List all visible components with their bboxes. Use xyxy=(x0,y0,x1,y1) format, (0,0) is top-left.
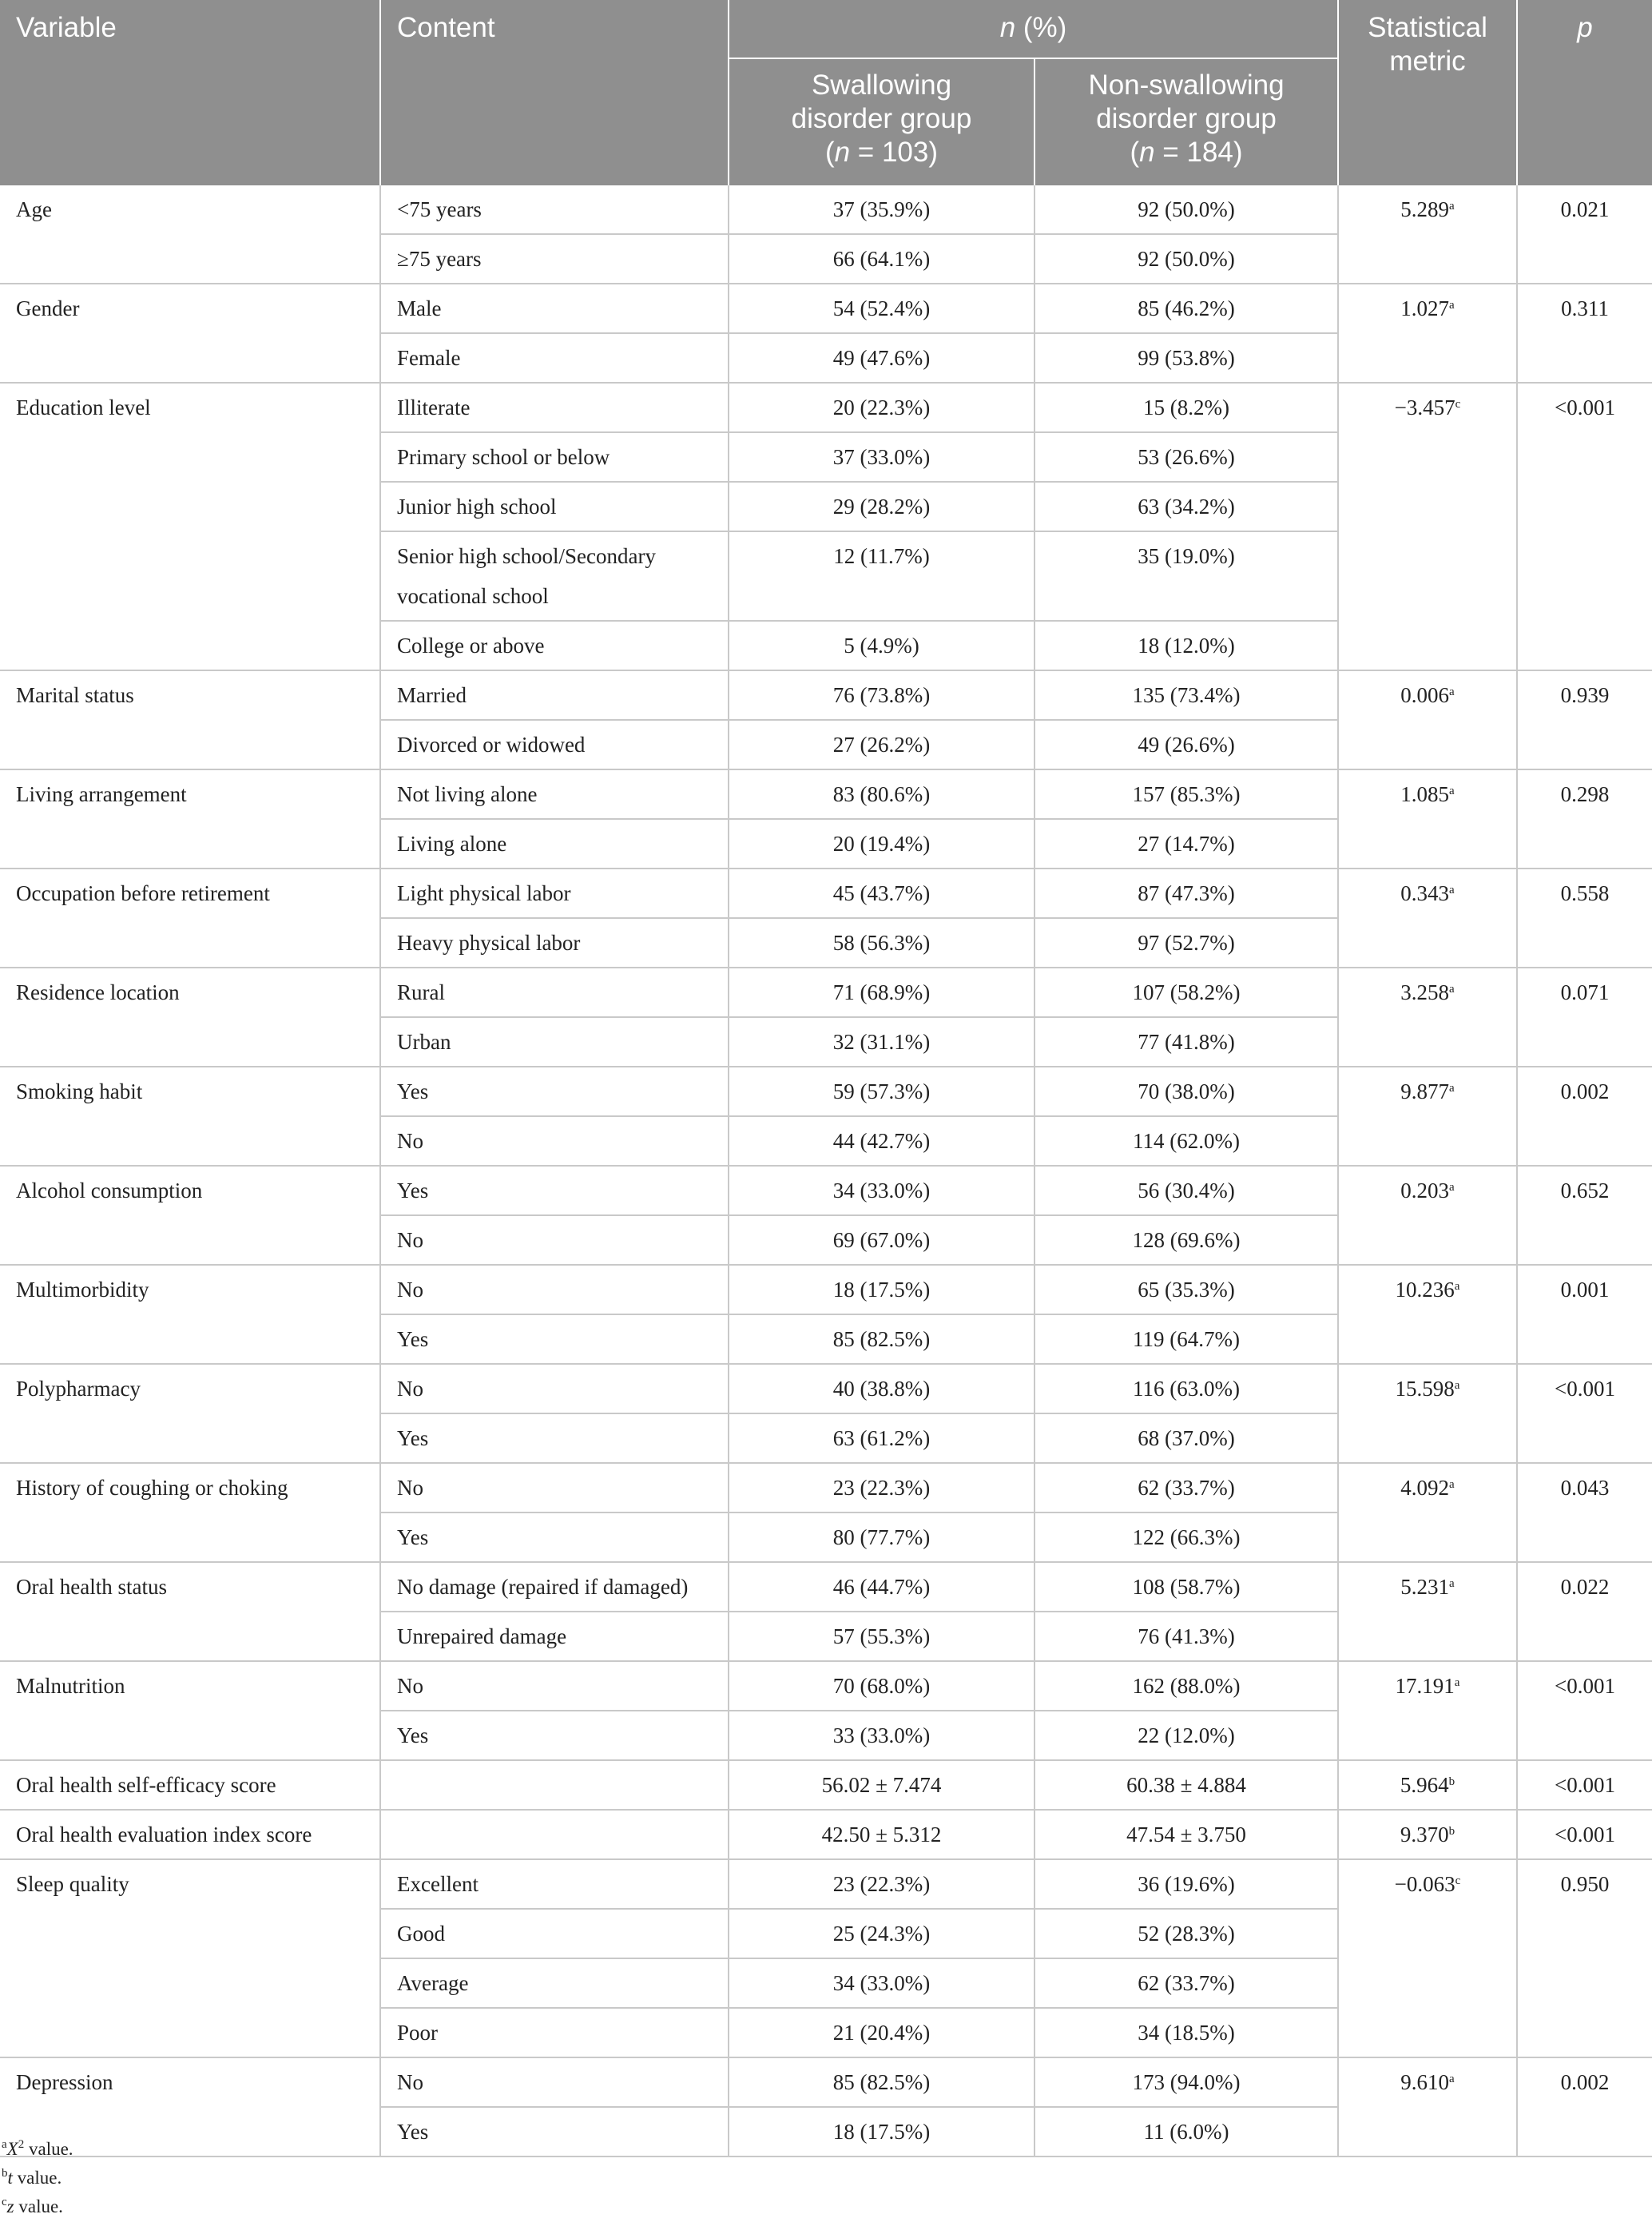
cell-non-swallowing: 162 (88.0%) xyxy=(1034,1661,1338,1711)
table-row xyxy=(0,383,1652,432)
cell-swallowing: 57 (55.3%) xyxy=(729,1612,1034,1661)
footnote-c: $^c$z value. xyxy=(2,2196,63,2216)
cell-non-swallowing: 68 (37.0%) xyxy=(1034,1413,1338,1463)
cell-non-swallowing: 92 (50.0%) xyxy=(1034,185,1338,234)
cell-statistical-metric xyxy=(1338,1760,1517,1810)
metric-value: 1.027 xyxy=(1400,296,1450,320)
table-header xyxy=(0,0,1652,185)
cell-content: Divorced or widowed xyxy=(380,720,729,769)
metric-value: 9.370 xyxy=(1400,1823,1449,1846)
cell-swallowing: 44 (42.7%) xyxy=(729,1116,1034,1166)
cell-swallowing: 56.02 ± 7.474 xyxy=(729,1760,1034,1810)
cell-swallowing: 80 (77.7%) xyxy=(729,1513,1034,1562)
cell-statistical-metric xyxy=(1338,670,1517,769)
table-row xyxy=(0,1661,1652,1711)
cell-content: No xyxy=(380,1364,729,1413)
cell-content: No xyxy=(380,1265,729,1314)
cell-swallowing: 54 (52.4%) xyxy=(729,284,1034,333)
cell-non-swallowing: 60.38 ± 4.884 xyxy=(1034,1760,1338,1810)
cell-content: Urban xyxy=(380,1017,729,1067)
cell-statistical-metric xyxy=(1338,1364,1517,1463)
metric-value: 5.964 xyxy=(1400,1773,1449,1797)
cell-p-value: 0.939 xyxy=(1517,670,1652,769)
cell-non-swallowing: 62 (33.7%) xyxy=(1034,1958,1338,2008)
cell-statistical-metric xyxy=(1338,1661,1517,1760)
metric-value: −3.457 xyxy=(1394,396,1455,419)
cell-p-value: 0.950 xyxy=(1517,1859,1652,2057)
cell-swallowing: 5 (4.9%) xyxy=(729,621,1034,670)
cell-p-value: 0.311 xyxy=(1517,284,1652,383)
cell-statistical-metric xyxy=(1338,1166,1517,1265)
cell-p-value: 0.002 xyxy=(1517,1067,1652,1166)
footnote-a: $^aX^2$ value. xyxy=(2,2138,73,2159)
cell-swallowing: 32 (31.1%) xyxy=(729,1017,1034,1067)
cell-content: No xyxy=(380,1661,729,1711)
cell-p-value: 0.002 xyxy=(1517,2057,1652,2156)
cell-non-swallowing: 63 (34.2%) xyxy=(1034,482,1338,531)
cell-statistical-metric xyxy=(1338,1265,1517,1364)
metric-superscript: b xyxy=(1448,1775,1455,1788)
cell-swallowing: 34 (33.0%) xyxy=(729,1166,1034,1215)
cell-non-swallowing: 47.54 ± 3.750 xyxy=(1034,1810,1338,1859)
cell-swallowing: 45 (43.7%) xyxy=(729,869,1034,918)
metric-value: 15.598 xyxy=(1395,1377,1455,1401)
cell-swallowing: 18 (17.5%) xyxy=(729,2107,1034,2156)
cell-content: Primary school or below xyxy=(380,432,729,482)
cell-content: Living alone xyxy=(380,819,729,869)
cell-statistical-metric xyxy=(1338,1067,1517,1166)
table-row xyxy=(0,1166,1652,1215)
cell-non-swallowing: 18 (12.0%) xyxy=(1034,621,1338,670)
header-content: Content xyxy=(380,0,729,185)
cell-p-value: <0.001 xyxy=(1517,383,1652,670)
table-row xyxy=(0,869,1652,918)
table-row xyxy=(0,2057,1652,2107)
cell-non-swallowing: 34 (18.5%) xyxy=(1034,2008,1338,2057)
cell-content: No xyxy=(380,2057,729,2107)
cell-statistical-metric xyxy=(1338,769,1517,869)
metric-superscript: a xyxy=(1449,884,1455,896)
cell-statistical-metric xyxy=(1338,185,1517,284)
table-body xyxy=(0,185,1652,2156)
cell-content: Married xyxy=(380,670,729,720)
metric-value: 10.236 xyxy=(1395,1278,1455,1302)
metric-superscript: a xyxy=(1449,686,1455,698)
cell-swallowing: 33 (33.0%) xyxy=(729,1711,1034,1760)
cell-non-swallowing: 52 (28.3%) xyxy=(1034,1909,1338,1958)
table-row xyxy=(0,769,1652,819)
metric-superscript: a xyxy=(1454,1280,1460,1293)
cell-p-value: 0.022 xyxy=(1517,1562,1652,1661)
cell-statistical-metric xyxy=(1338,1810,1517,1859)
metric-superscript: a xyxy=(1449,785,1455,797)
cell-variable: Oral health evaluation index score xyxy=(0,1810,380,1859)
cell-non-swallowing: 49 (26.6%) xyxy=(1034,720,1338,769)
cell-variable: Living arrangement xyxy=(0,769,380,869)
cell-p-value: 0.071 xyxy=(1517,968,1652,1067)
cell-non-swallowing: 85 (46.2%) xyxy=(1034,284,1338,333)
metric-superscript: c xyxy=(1455,398,1461,411)
table-row xyxy=(0,1810,1652,1859)
table-row xyxy=(0,1859,1652,1909)
cell-content: Good xyxy=(380,1909,729,1958)
cell-variable: Gender xyxy=(0,284,380,383)
cell-statistical-metric xyxy=(1338,1859,1517,2057)
cell-content: Heavy physical labor xyxy=(380,918,729,968)
header-variable: Variable xyxy=(0,0,380,185)
table-row xyxy=(0,1760,1652,1810)
cell-swallowing: 40 (38.8%) xyxy=(729,1364,1034,1413)
cell-swallowing: 85 (82.5%) xyxy=(729,2057,1034,2107)
cell-swallowing: 23 (22.3%) xyxy=(729,1463,1034,1513)
cell-non-swallowing: 99 (53.8%) xyxy=(1034,333,1338,383)
cell-content: No xyxy=(380,1116,729,1166)
cell-content: ≥75 years xyxy=(380,234,729,284)
cell-swallowing: 66 (64.1%) xyxy=(729,234,1034,284)
metric-superscript: a xyxy=(1449,299,1455,312)
metric-superscript: a xyxy=(1449,1478,1455,1491)
cell-variable: Smoking habit xyxy=(0,1067,380,1166)
metric-value: 1.085 xyxy=(1400,782,1450,806)
cell-p-value: <0.001 xyxy=(1517,1810,1652,1859)
cell-content xyxy=(380,1760,729,1810)
cell-content: Illiterate xyxy=(380,383,729,432)
cell-content: No xyxy=(380,1463,729,1513)
cell-swallowing: 85 (82.5%) xyxy=(729,1314,1034,1364)
cell-statistical-metric xyxy=(1338,284,1517,383)
cell-swallowing: 42.50 ± 5.312 xyxy=(729,1810,1034,1859)
cell-non-swallowing: 11 (6.0%) xyxy=(1034,2107,1338,2156)
cell-non-swallowing: 122 (66.3%) xyxy=(1034,1513,1338,1562)
metric-value: 5.231 xyxy=(1400,1575,1450,1599)
cell-content: Poor xyxy=(380,2008,729,2057)
header-swallowing-group: Swallowing disorder group (n = 103) xyxy=(729,58,1034,185)
cell-non-swallowing: 70 (38.0%) xyxy=(1034,1067,1338,1116)
metric-value: 0.343 xyxy=(1400,881,1450,905)
table-row xyxy=(0,1463,1652,1513)
cell-content: Yes xyxy=(380,1413,729,1463)
cell-non-swallowing: 36 (19.6%) xyxy=(1034,1859,1338,1909)
cell-content: College or above xyxy=(380,621,729,670)
metric-value: 9.877 xyxy=(1400,1079,1450,1103)
cell-content: Light physical labor xyxy=(380,869,729,918)
cell-swallowing: 70 (68.0%) xyxy=(729,1661,1034,1711)
cell-non-swallowing: 116 (63.0%) xyxy=(1034,1364,1338,1413)
cell-swallowing: 58 (56.3%) xyxy=(729,918,1034,968)
cell-swallowing: 49 (47.6%) xyxy=(729,333,1034,383)
cell-swallowing: 59 (57.3%) xyxy=(729,1067,1034,1116)
cell-content: Yes xyxy=(380,1513,729,1562)
cell-non-swallowing: 77 (41.8%) xyxy=(1034,1017,1338,1067)
cell-swallowing: 20 (19.4%) xyxy=(729,819,1034,869)
footnotes xyxy=(2,2135,73,2221)
cell-non-swallowing: 157 (85.3%) xyxy=(1034,769,1338,819)
metric-superscript: a xyxy=(1454,1676,1460,1689)
table-row xyxy=(0,1562,1652,1612)
cell-content: Not living alone xyxy=(380,769,729,819)
cell-content: No xyxy=(380,1215,729,1265)
header-non-swallowing-group: Non-swallowing disorder group (n = 184) xyxy=(1034,58,1338,185)
metric-value: 3.258 xyxy=(1400,980,1450,1004)
cell-non-swallowing: 128 (69.6%) xyxy=(1034,1215,1338,1265)
metric-superscript: a xyxy=(1449,983,1455,996)
cell-p-value: 0.021 xyxy=(1517,185,1652,284)
cell-variable: Residence location xyxy=(0,968,380,1067)
cell-statistical-metric xyxy=(1338,1463,1517,1562)
cell-content: Female xyxy=(380,333,729,383)
cell-swallowing: 25 (24.3%) xyxy=(729,1909,1034,1958)
metric-superscript: a xyxy=(1449,1082,1455,1095)
cell-swallowing: 29 (28.2%) xyxy=(729,482,1034,531)
metric-superscript: a xyxy=(1449,1577,1455,1590)
cell-variable: Marital status xyxy=(0,670,380,769)
cell-non-swallowing: 119 (64.7%) xyxy=(1034,1314,1338,1364)
cell-non-swallowing: 35 (19.0%) xyxy=(1034,531,1338,621)
header-statistical-metric: Statistical metric xyxy=(1338,0,1517,185)
table-row xyxy=(0,1364,1652,1413)
cell-p-value: <0.001 xyxy=(1517,1760,1652,1810)
cell-content: Yes xyxy=(380,1067,729,1116)
cell-p-value: 0.298 xyxy=(1517,769,1652,869)
cell-content: Yes xyxy=(380,1166,729,1215)
metric-value: 0.006 xyxy=(1400,683,1450,707)
cell-non-swallowing: 27 (14.7%) xyxy=(1034,819,1338,869)
cell-variable: Multimorbidity xyxy=(0,1265,380,1364)
cell-swallowing: 69 (67.0%) xyxy=(729,1215,1034,1265)
cell-non-swallowing: 53 (26.6%) xyxy=(1034,432,1338,482)
table-row xyxy=(0,1067,1652,1116)
metric-superscript: a xyxy=(1449,200,1455,213)
footnote-b: $^b$t value. xyxy=(2,2167,62,2188)
cell-variable: Oral health status xyxy=(0,1562,380,1661)
header-n-percent: n (%) xyxy=(729,0,1338,58)
cell-swallowing: 34 (33.0%) xyxy=(729,1958,1034,2008)
cell-content: Yes xyxy=(380,1711,729,1760)
metric-value: 9.610 xyxy=(1400,2070,1450,2094)
cell-statistical-metric xyxy=(1338,2057,1517,2156)
metric-value: 5.289 xyxy=(1400,197,1450,221)
cell-non-swallowing: 87 (47.3%) xyxy=(1034,869,1338,918)
cell-swallowing: 27 (26.2%) xyxy=(729,720,1034,769)
cell-swallowing: 71 (68.9%) xyxy=(729,968,1034,1017)
metric-superscript: a xyxy=(1449,2073,1455,2085)
cell-non-swallowing: 76 (41.3%) xyxy=(1034,1612,1338,1661)
cell-swallowing: 76 (73.8%) xyxy=(729,670,1034,720)
cell-non-swallowing: 65 (35.3%) xyxy=(1034,1265,1338,1314)
cell-content: Rural xyxy=(380,968,729,1017)
table-row xyxy=(0,1265,1652,1314)
metric-superscript: b xyxy=(1448,1825,1455,1838)
cell-variable: Oral health self-efficacy score xyxy=(0,1760,380,1810)
cell-variable: Occupation before retirement xyxy=(0,869,380,968)
cell-content: Senior high school/Secondary vocational school xyxy=(380,531,729,621)
cell-non-swallowing: 15 (8.2%) xyxy=(1034,383,1338,432)
cell-swallowing: 37 (33.0%) xyxy=(729,432,1034,482)
cell-non-swallowing: 107 (58.2%) xyxy=(1034,968,1338,1017)
cell-swallowing: 37 (35.9%) xyxy=(729,185,1034,234)
cell-content xyxy=(380,1810,729,1859)
cell-swallowing: 21 (20.4%) xyxy=(729,2008,1034,2057)
cell-swallowing: 83 (80.6%) xyxy=(729,769,1034,819)
cell-p-value: 0.001 xyxy=(1517,1265,1652,1364)
cell-swallowing: 46 (44.7%) xyxy=(729,1562,1034,1612)
cell-content: Junior high school xyxy=(380,482,729,531)
metric-value: −0.063 xyxy=(1394,1872,1455,1896)
cell-non-swallowing: 56 (30.4%) xyxy=(1034,1166,1338,1215)
cell-swallowing: 23 (22.3%) xyxy=(729,1859,1034,1909)
cell-variable: History of coughing or choking xyxy=(0,1463,380,1562)
cell-p-value: 0.043 xyxy=(1517,1463,1652,1562)
metric-superscript: a xyxy=(1454,1379,1460,1392)
cell-variable: Polypharmacy xyxy=(0,1364,380,1463)
cell-swallowing: 18 (17.5%) xyxy=(729,1265,1034,1314)
cell-swallowing: 20 (22.3%) xyxy=(729,383,1034,432)
cell-content: Male xyxy=(380,284,729,333)
cell-content: Excellent xyxy=(380,1859,729,1909)
cell-statistical-metric xyxy=(1338,869,1517,968)
cell-p-value: <0.001 xyxy=(1517,1661,1652,1760)
table-row xyxy=(0,670,1652,720)
cell-non-swallowing: 114 (62.0%) xyxy=(1034,1116,1338,1166)
metric-value: 17.191 xyxy=(1395,1674,1455,1698)
metric-superscript: a xyxy=(1449,1181,1455,1194)
header-p: p xyxy=(1517,0,1652,185)
cell-variable: Sleep quality xyxy=(0,1859,380,2057)
metric-value: 4.092 xyxy=(1400,1476,1450,1500)
cell-non-swallowing: 108 (58.7%) xyxy=(1034,1562,1338,1612)
cell-p-value: 0.652 xyxy=(1517,1166,1652,1265)
cell-non-swallowing: 92 (50.0%) xyxy=(1034,234,1338,284)
cell-non-swallowing: 173 (94.0%) xyxy=(1034,2057,1338,2107)
cell-statistical-metric xyxy=(1338,968,1517,1067)
metric-superscript: c xyxy=(1455,1874,1461,1887)
cell-non-swallowing: 97 (52.7%) xyxy=(1034,918,1338,968)
cell-variable: Education level xyxy=(0,383,380,670)
cell-content: Yes xyxy=(380,2107,729,2156)
cell-variable: Alcohol consumption xyxy=(0,1166,380,1265)
cell-variable: Depression xyxy=(0,2057,380,2156)
cell-content: <75 years xyxy=(380,185,729,234)
cell-p-value: 0.558 xyxy=(1517,869,1652,968)
metric-value: 0.203 xyxy=(1400,1179,1450,1202)
cell-swallowing: 63 (61.2%) xyxy=(729,1413,1034,1463)
cell-variable: Age xyxy=(0,185,380,284)
cell-content: No damage (repaired if damaged) xyxy=(380,1562,729,1612)
cell-variable: Malnutrition xyxy=(0,1661,380,1760)
cell-content: Unrepaired damage xyxy=(380,1612,729,1661)
table-row xyxy=(0,185,1652,234)
cell-p-value: <0.001 xyxy=(1517,1364,1652,1463)
cell-content: Yes xyxy=(380,1314,729,1364)
table-row xyxy=(0,284,1652,333)
cell-non-swallowing: 62 (33.7%) xyxy=(1034,1463,1338,1513)
cell-statistical-metric xyxy=(1338,1562,1517,1661)
cell-statistical-metric xyxy=(1338,383,1517,670)
table-row xyxy=(0,968,1652,1017)
cell-non-swallowing: 135 (73.4%) xyxy=(1034,670,1338,720)
cell-non-swallowing: 22 (12.0%) xyxy=(1034,1711,1338,1760)
cell-content: Average xyxy=(380,1958,729,2008)
cell-swallowing: 12 (11.7%) xyxy=(729,531,1034,621)
